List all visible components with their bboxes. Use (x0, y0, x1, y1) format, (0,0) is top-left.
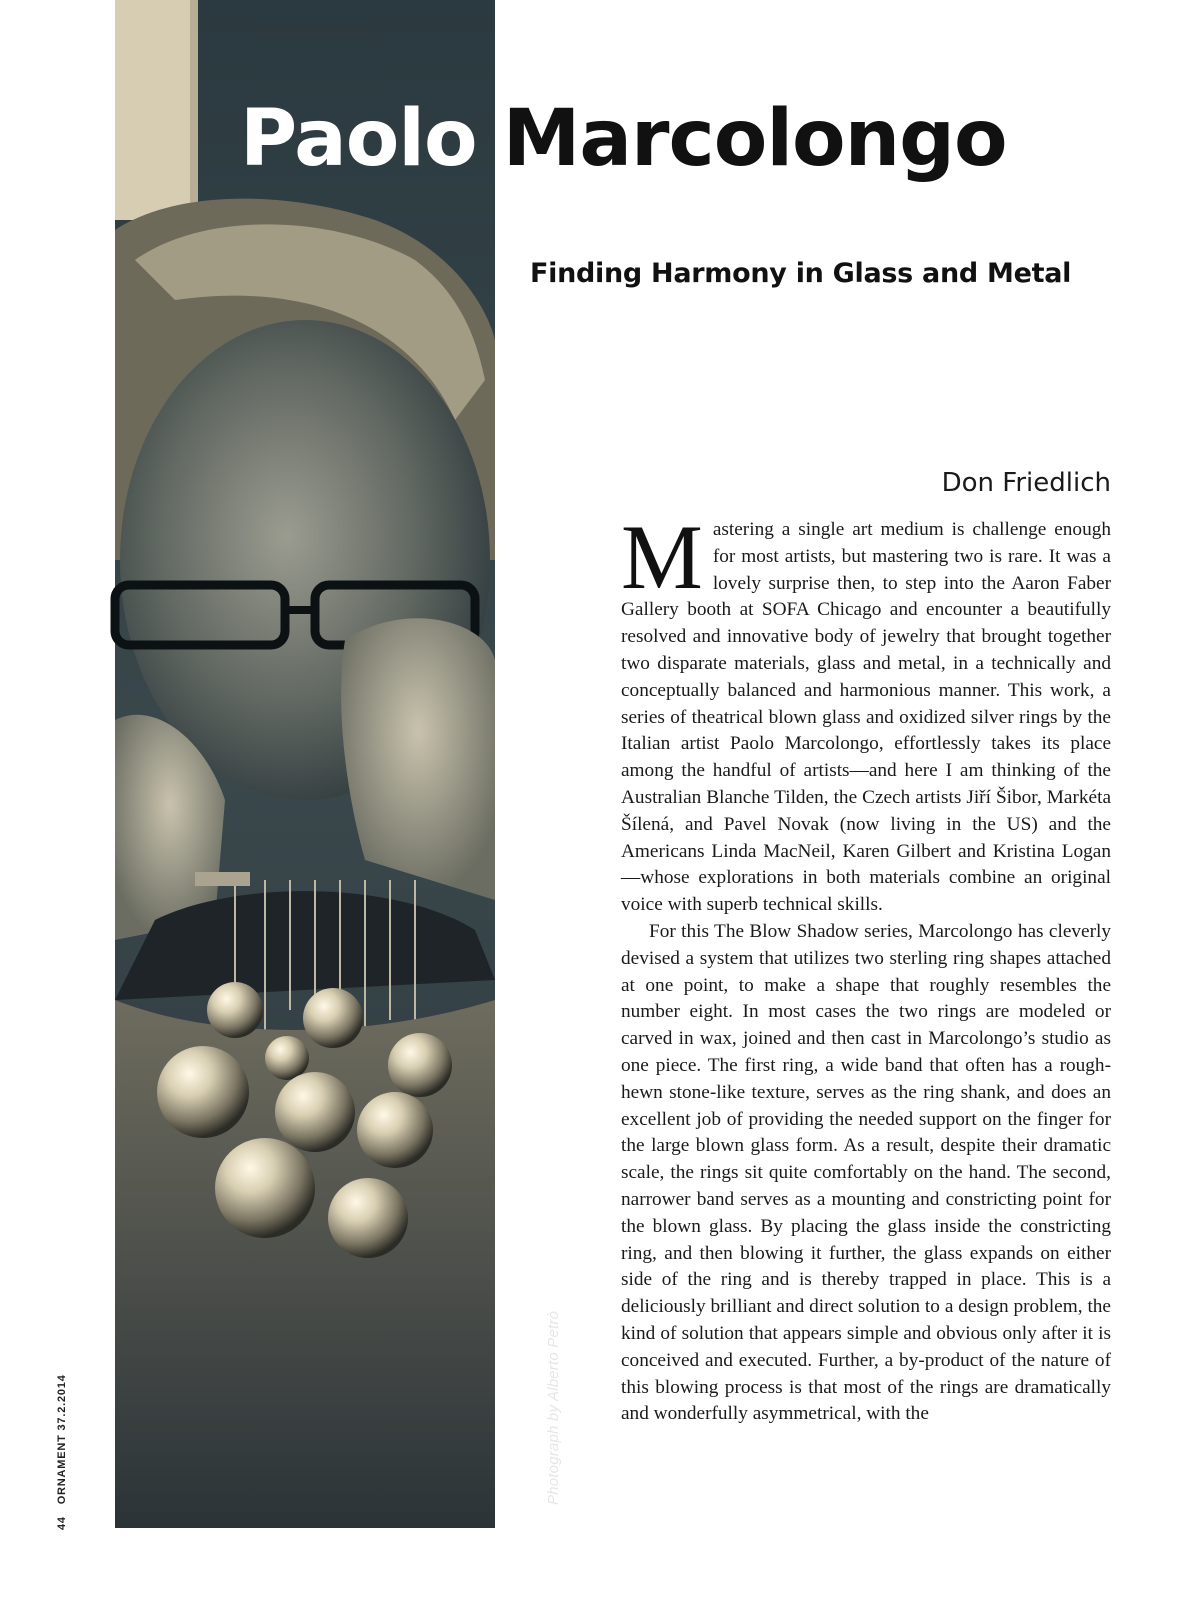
article-subtitle: Finding Harmony in Glass and Metal (530, 258, 1072, 289)
paragraph-text: astering a single art medium is challenge enough for most artists, but mastering two is rare. It was a lovely surprise then, to step into the Aaron Faber Gallery booth at SOFA Chicago and encounter a beautifully resolved and innovative body of jewelry that brought together two disparate materials, glass and metal, in a technically and conceptually balanced and harmonious manner. This work, a series of theatrical blown glass and oxidized silver rings by the Italian artist Paolo Marcolongo, effortlessly takes its place among the handful of artists—and here I am thinking of the Australian Blanche Tilden, the Czech artists Jiří Šibor, Markéta Šílená, and Pavel Novak (now living in the US) and the Americans Linda MacNeil, Karen Gilbert and Kristina Logan—whose explorations in both materials combine an original voice with superb technical skills. (621, 519, 1111, 916)
author-byline: Don Friedlich (941, 468, 1111, 498)
publication-issue: ORNAMENT 37.2.2014 (56, 1374, 68, 1505)
article-title (240, 94, 1007, 184)
body-paragraph (621, 506, 1111, 919)
portrait-illustration (115, 0, 495, 1528)
title-first-name: Paolo (240, 94, 477, 184)
article-body (621, 506, 1111, 1517)
body-paragraph: For this The Blow Shadow series, Marcolongo has cleverly devised a system that utilizes two sterling ring shapes attached at one point, to make a shape that roughly resembles the number eight. In most cases the two rings are modeled or carved in wax, joined and then cast in Marcolongo’s studio as one piece. The first ring, a wide band that often has a rough-hewn stone-like texture, serves as the ring shank, and does an excellent job of providing the needed support on the finger for the large blown glass form. As a result, despite their dramatic scale, the rings sit quite comfortably on the hand. The second, narrower band serves as a mounting and constricting point for the blown glass. By placing the glass inside the constricting ring, and then blowing it further, the glass expands on either side of the ring and is thereby trapped in place. This is a deliciously brilliant and direct solution to a design problem, the kind of solution that appears simple and obvious only after it is conceived and executed. Further, a by-product of the nature of this blowing process is that most of the rings are dramatically and wonderfully asymmetrical, with the (621, 920, 1111, 1425)
drop-cap: M (621, 506, 703, 608)
page-number: 44 (56, 1516, 68, 1530)
photo-credit: Photograph by Alberto Petrò (545, 1310, 562, 1505)
portrait-photo (115, 0, 562, 1528)
page-folio (56, 1374, 68, 1530)
title-last-name: Marcolongo (502, 94, 1007, 184)
